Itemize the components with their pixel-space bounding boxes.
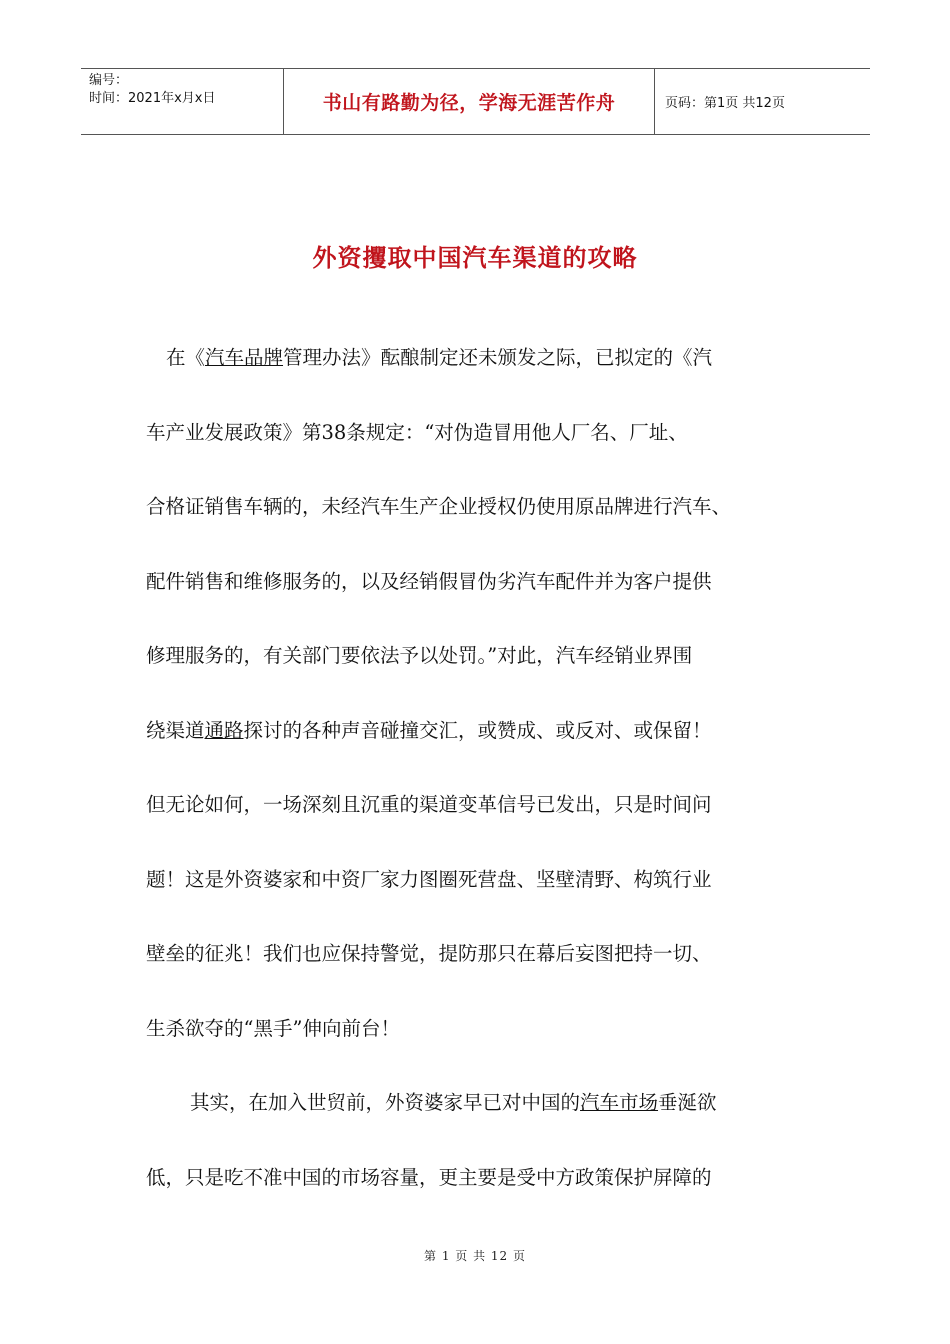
text-span: 在《 <box>166 346 206 369</box>
link-channel[interactable]: 通路 <box>204 718 244 742</box>
paragraph-2-line-2: 低，只是吃不准中国的市场容量，更主要是受中方政策保护屏障的 <box>146 1165 712 1189</box>
text-span: 管理办法》酝酿制定还未颁发之际，已拟定的《汽 <box>283 346 713 369</box>
paragraph-1-line-5: 修理服务的，有关部门要依法予以处罚。”对此，汽车经销业界围 <box>146 644 693 667</box>
paragraph-1-line-6 <box>146 711 806 786</box>
link-car-brand[interactable]: 汽车品牌 <box>205 346 284 369</box>
document-date: 时间：2021年x月x日 <box>89 91 216 106</box>
header-meta <box>81 69 283 134</box>
text-span: 探讨的各种声音碰撞交汇，或赞成、或反对、或保留！ <box>243 718 712 742</box>
paragraph-1-line-9: 壁垒的征兆！我们也应保持警觉，提防那只在幕后妄图把持一切、 <box>146 942 712 965</box>
document-number: 编号： <box>89 73 129 88</box>
page-header <box>81 68 870 135</box>
document-body <box>146 338 806 1232</box>
text-span: 垂涎欲 <box>658 1091 717 1114</box>
paragraph-1-line-3: 合格证销售车辆的，未经汽车生产企业授权仍使用原品牌进行汽车、 <box>146 495 732 518</box>
link-car-market[interactable]: 汽车市场 <box>580 1091 659 1114</box>
header-motto: 书山有路勤为径，学海无涯苦作舟 <box>283 69 655 134</box>
paragraph-1-line-10: 生杀欲夺的“黑手”伸向前台！ <box>146 1016 400 1040</box>
paragraph-2-line-1 <box>146 1083 806 1158</box>
paragraph-1-line-1 <box>146 338 806 413</box>
paragraph-1-line-4: 配件销售和维修服务的，以及经销假冒伪劣汽车配件并为客户提供 <box>146 569 712 593</box>
document-title: 外资攫取中国汽车渠道的攻略 <box>312 244 638 272</box>
paragraph-1-line-7: 但无论如何，一场深刻且沉重的渠道变革信号已发出，只是时间问 <box>146 793 712 816</box>
page-footer: 第 1 页 共 12 页 <box>424 1249 526 1263</box>
header-page-info: 页码：第1页 共12页 <box>665 96 785 111</box>
text-span: 绕渠道 <box>146 718 205 742</box>
text-span: 其实，在加入世贸前，外资婆家早已对中国的 <box>190 1091 581 1114</box>
paragraph-1-line-2: 车产业发展政策》第38条规定：“对伪造冒用他人厂名、厂址、 <box>146 420 688 444</box>
paragraph-1-line-8: 题！这是外资婆家和中资厂家力图圈死营盘、坚壁清野、构筑行业 <box>146 867 712 891</box>
